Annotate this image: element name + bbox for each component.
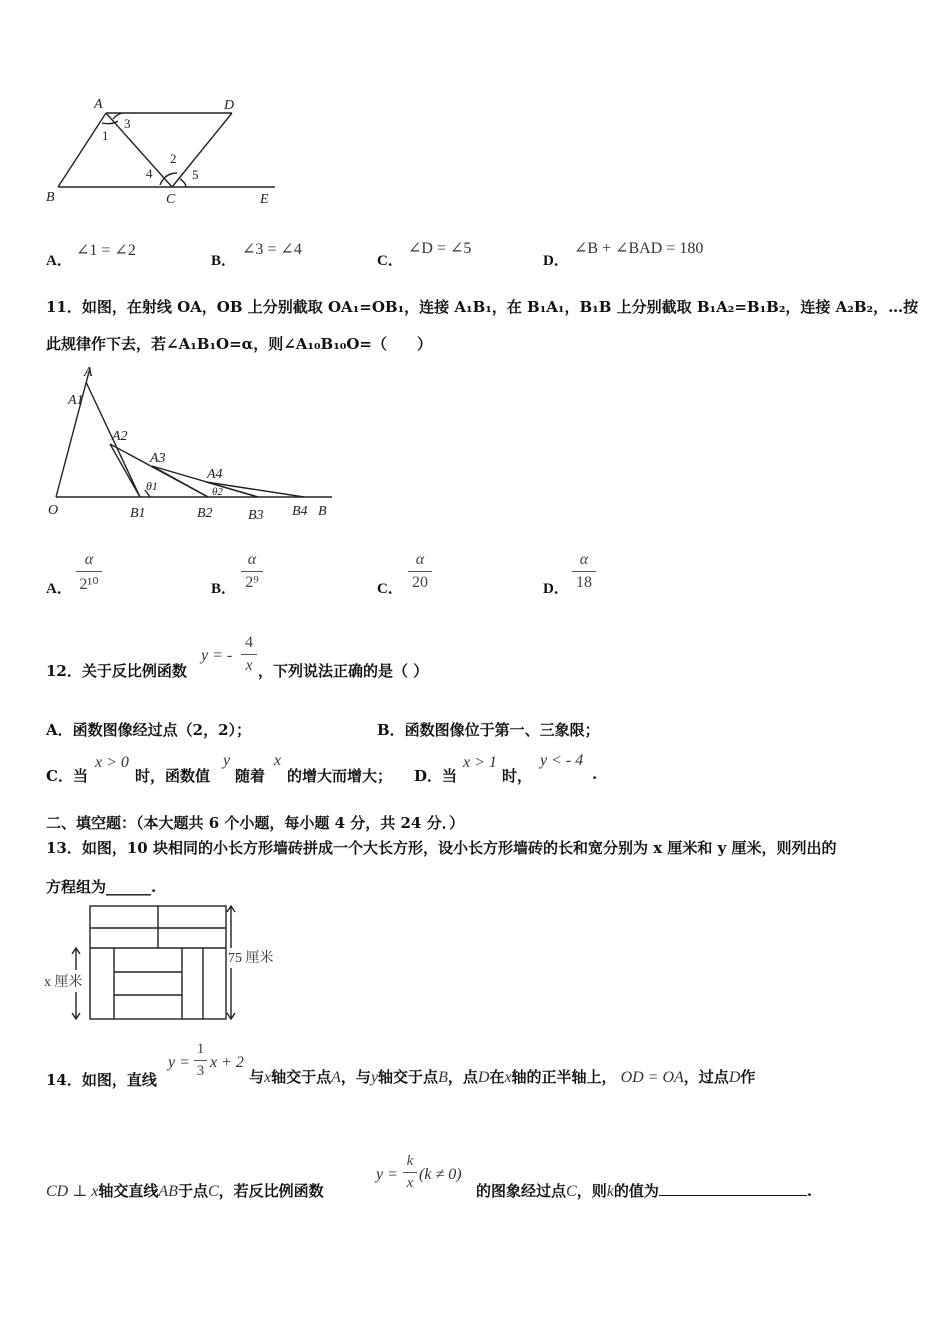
segment-a3b2 [152,466,208,497]
q11-option-a-num: α [84,551,94,568]
q14-text-end: . [806,1182,813,1200]
q14-point-c-2: C [566,1183,577,1200]
q14-text-at-point: 于点 [177,1182,208,1200]
q11-option-b-fraction [241,551,263,592]
q14-eq-den: 3 [196,1063,205,1079]
q12-function-num: 4 [245,634,253,651]
label-a2: A2 [112,429,128,444]
label-b: B [46,190,55,205]
angle-arc-5 [180,179,186,187]
label-a3: A3 [150,451,166,466]
label-d: D [224,98,235,113]
q11-option-c-label: C． [377,581,403,597]
q14-text-with: ，与 [340,1068,371,1086]
q14-text-on: 在 [489,1068,505,1086]
label-b3: B3 [248,508,264,523]
q14-point-d: D [477,1069,490,1086]
q11-option-b-num: α [247,551,257,568]
line-ac [106,113,172,187]
q10-option-a-expr: ∠1 = ∠2 [76,242,136,259]
q10-option-b-label: B． [211,253,237,269]
q12-option-c-suffix: 的增大而增大； [287,767,393,785]
q14-text-value-is: 的值为 [613,1182,659,1200]
q11-option-a-den: 2¹⁰ [79,576,99,593]
q12-option-c-y: y [223,752,231,769]
q14-text-positive-half: 轴的正半轴上， [511,1068,617,1086]
q14-text-if-inverse: ，若反比例函数 [218,1182,324,1200]
q14-eq-fraction [194,1041,207,1080]
label-b1: B1 [130,506,146,521]
q12-option-d-condition: x > 1 [463,754,497,771]
q14-point-c: C [207,1183,219,1200]
q12-stem-prefix: 12．关于反比例函数 [46,662,187,680]
q14-line2-text-a [46,1180,324,1201]
height-label: 75 厘米 [228,951,274,966]
q14-text-then: ，则 [576,1182,607,1200]
ray-oa [56,368,90,497]
q14-line1-text [249,1066,755,1087]
q14-y-var: y [370,1069,379,1086]
q12-option-d-result: y < - 4 [540,752,584,769]
ray-figure [40,362,340,527]
q11-stem-line1: 11．如图，在射线 OA，OB 上分别截取 OA₁=OB₁，连接 A₁B₁，在 B₁A₁，B₁B 上分别截取 B₁A₂=B₁B₂，连接 A₂B₂，…按 [46,298,919,316]
q10-option-a-label: A． [46,253,72,269]
q12-stem-suffix: ，下列说法正确的是（ ） [258,662,429,680]
q14-text-through-point: ，过点 [683,1068,729,1086]
q13-stem-line1: 13．如图，10 块相同的小长方形墙砖拼成一个大长方形，设小长方形墙砖的长和宽分别为 x 厘米和 y 厘米，则列出的 [46,839,837,857]
q14-k-var: k [606,1183,614,1200]
q12-option-c-mid1: 时，函数值 [135,767,211,785]
q14-answer-blank[interactable] [659,1181,807,1196]
q11-option-d-fraction [572,551,596,592]
q14-eq-rest: x + 2 [210,1054,244,1071]
q11-stem-line2: 此规律作下去，若∠A₁B₁O=α，则∠A₁₀B₁₀O=（ ） [46,335,433,353]
angle-5-label: 5 [192,167,199,182]
q11-option-b-label: B． [211,581,237,597]
q11-option-a-label: A． [46,581,72,597]
q14-k-condition: (k ≠ 0) [419,1166,462,1183]
q14-text-graph-passes: 的图象经过点 [476,1182,567,1200]
line-ab [58,113,106,187]
q14-k-den: x [406,1175,414,1191]
angle-4-label: 4 [146,166,153,181]
parallelogram-figure [40,95,290,210]
label-c: C [166,192,176,207]
q11-option-d-label: D． [543,581,569,597]
q14-eq-y: y = [168,1054,190,1071]
label-a: A [84,365,93,380]
label-a4: A4 [207,467,223,482]
label-b: B [318,504,327,519]
label-b2: B2 [197,506,213,521]
brick-wall-figure [40,898,300,1028]
q10-option-c-expr: ∠D = ∠5 [408,240,472,257]
q12-option-c-prefix: C．当 [46,767,88,785]
q12-option-d-suffix: . [592,765,598,783]
q12-function-fraction [241,634,257,675]
q11-option-d-num: α [579,551,589,568]
q14-k-num: k [406,1153,414,1169]
q10-option-d-expr: ∠B + ∠BAD = 180 [574,240,704,257]
q12-option-a: A．函数图像经过点（2，2）； [46,721,252,739]
line-dc [172,113,232,187]
q14-text-axis-intersect-line: 轴交直线 [98,1182,159,1200]
q14-line2-text-b [476,1180,812,1201]
q12-function-lhs: y = - [201,647,233,664]
q14-x-var: x [264,1069,272,1086]
q12-option-c-mid2: 随着 [235,767,266,785]
label-a1: A1 [68,393,84,408]
q11-option-d-den: 18 [576,574,592,591]
label-e: E [260,192,269,207]
label-theta1: θ1 [146,479,158,493]
q14-text-point: ，点 [447,1068,478,1086]
q13-stem-line2: 方程组为______. [46,878,157,896]
angle-2-label: 2 [170,151,177,166]
angle-3-label: 3 [124,116,131,131]
q12-option-b: B．函数图像位于第一、三象限； [377,721,600,739]
q12-option-d-mid: 时， [502,767,533,785]
label-theta2: θ2 [212,486,223,498]
label-a: A [94,97,103,112]
q14-line-ab: AB [158,1183,178,1200]
q11-option-c-num: α [415,551,425,568]
q14-point-b: B [438,1069,448,1086]
q12-option-c-condition: x > 0 [95,754,129,771]
q11-option-a-fraction [76,551,102,594]
q11-option-b-den: 2⁹ [245,574,259,591]
q14-point-d-2: D [728,1069,741,1086]
label-b4: B4 [292,504,308,519]
q14-text-make: 作 [740,1068,756,1086]
q12-option-d-prefix: D．当 [414,767,458,785]
q14-text-and: 与 [249,1068,265,1086]
q14-cd-perp-x: CD ⊥ x [46,1183,99,1200]
q14-od-equals-oa: OD = OA [620,1069,684,1086]
x-width-label: x 厘米 [44,975,83,990]
q14-eq-num: 1 [196,1041,205,1057]
q14-x-var-2: x [504,1069,512,1086]
q11-option-c-den: 20 [412,574,428,591]
q14-point-a: A [331,1069,341,1086]
q14-k-eq-y: y = [376,1166,398,1183]
q14-stem-prefix: 14．如图，直线 [46,1071,157,1089]
angle-arc-3 [113,113,122,119]
q10-option-d-label: D． [543,253,569,269]
q14-k-fraction [403,1153,417,1192]
label-o: O [48,503,59,518]
q14-text-axis-intersect: 轴交于点 [271,1068,332,1086]
q10-option-b-expr: ∠3 = ∠4 [242,241,302,258]
q14-text-axis-intersect-2: 轴交于点 [378,1068,439,1086]
q11-option-c-fraction [408,551,432,592]
angle-1-label: 1 [102,128,109,143]
q10-option-c-label: C． [377,253,403,269]
q12-option-c-x: x [274,752,282,769]
q12-function-den: x [245,657,253,674]
section-2-title: 二、填空题：（本大题共 6 个小题，每小题 4 分，共 24 分．） [46,814,465,832]
